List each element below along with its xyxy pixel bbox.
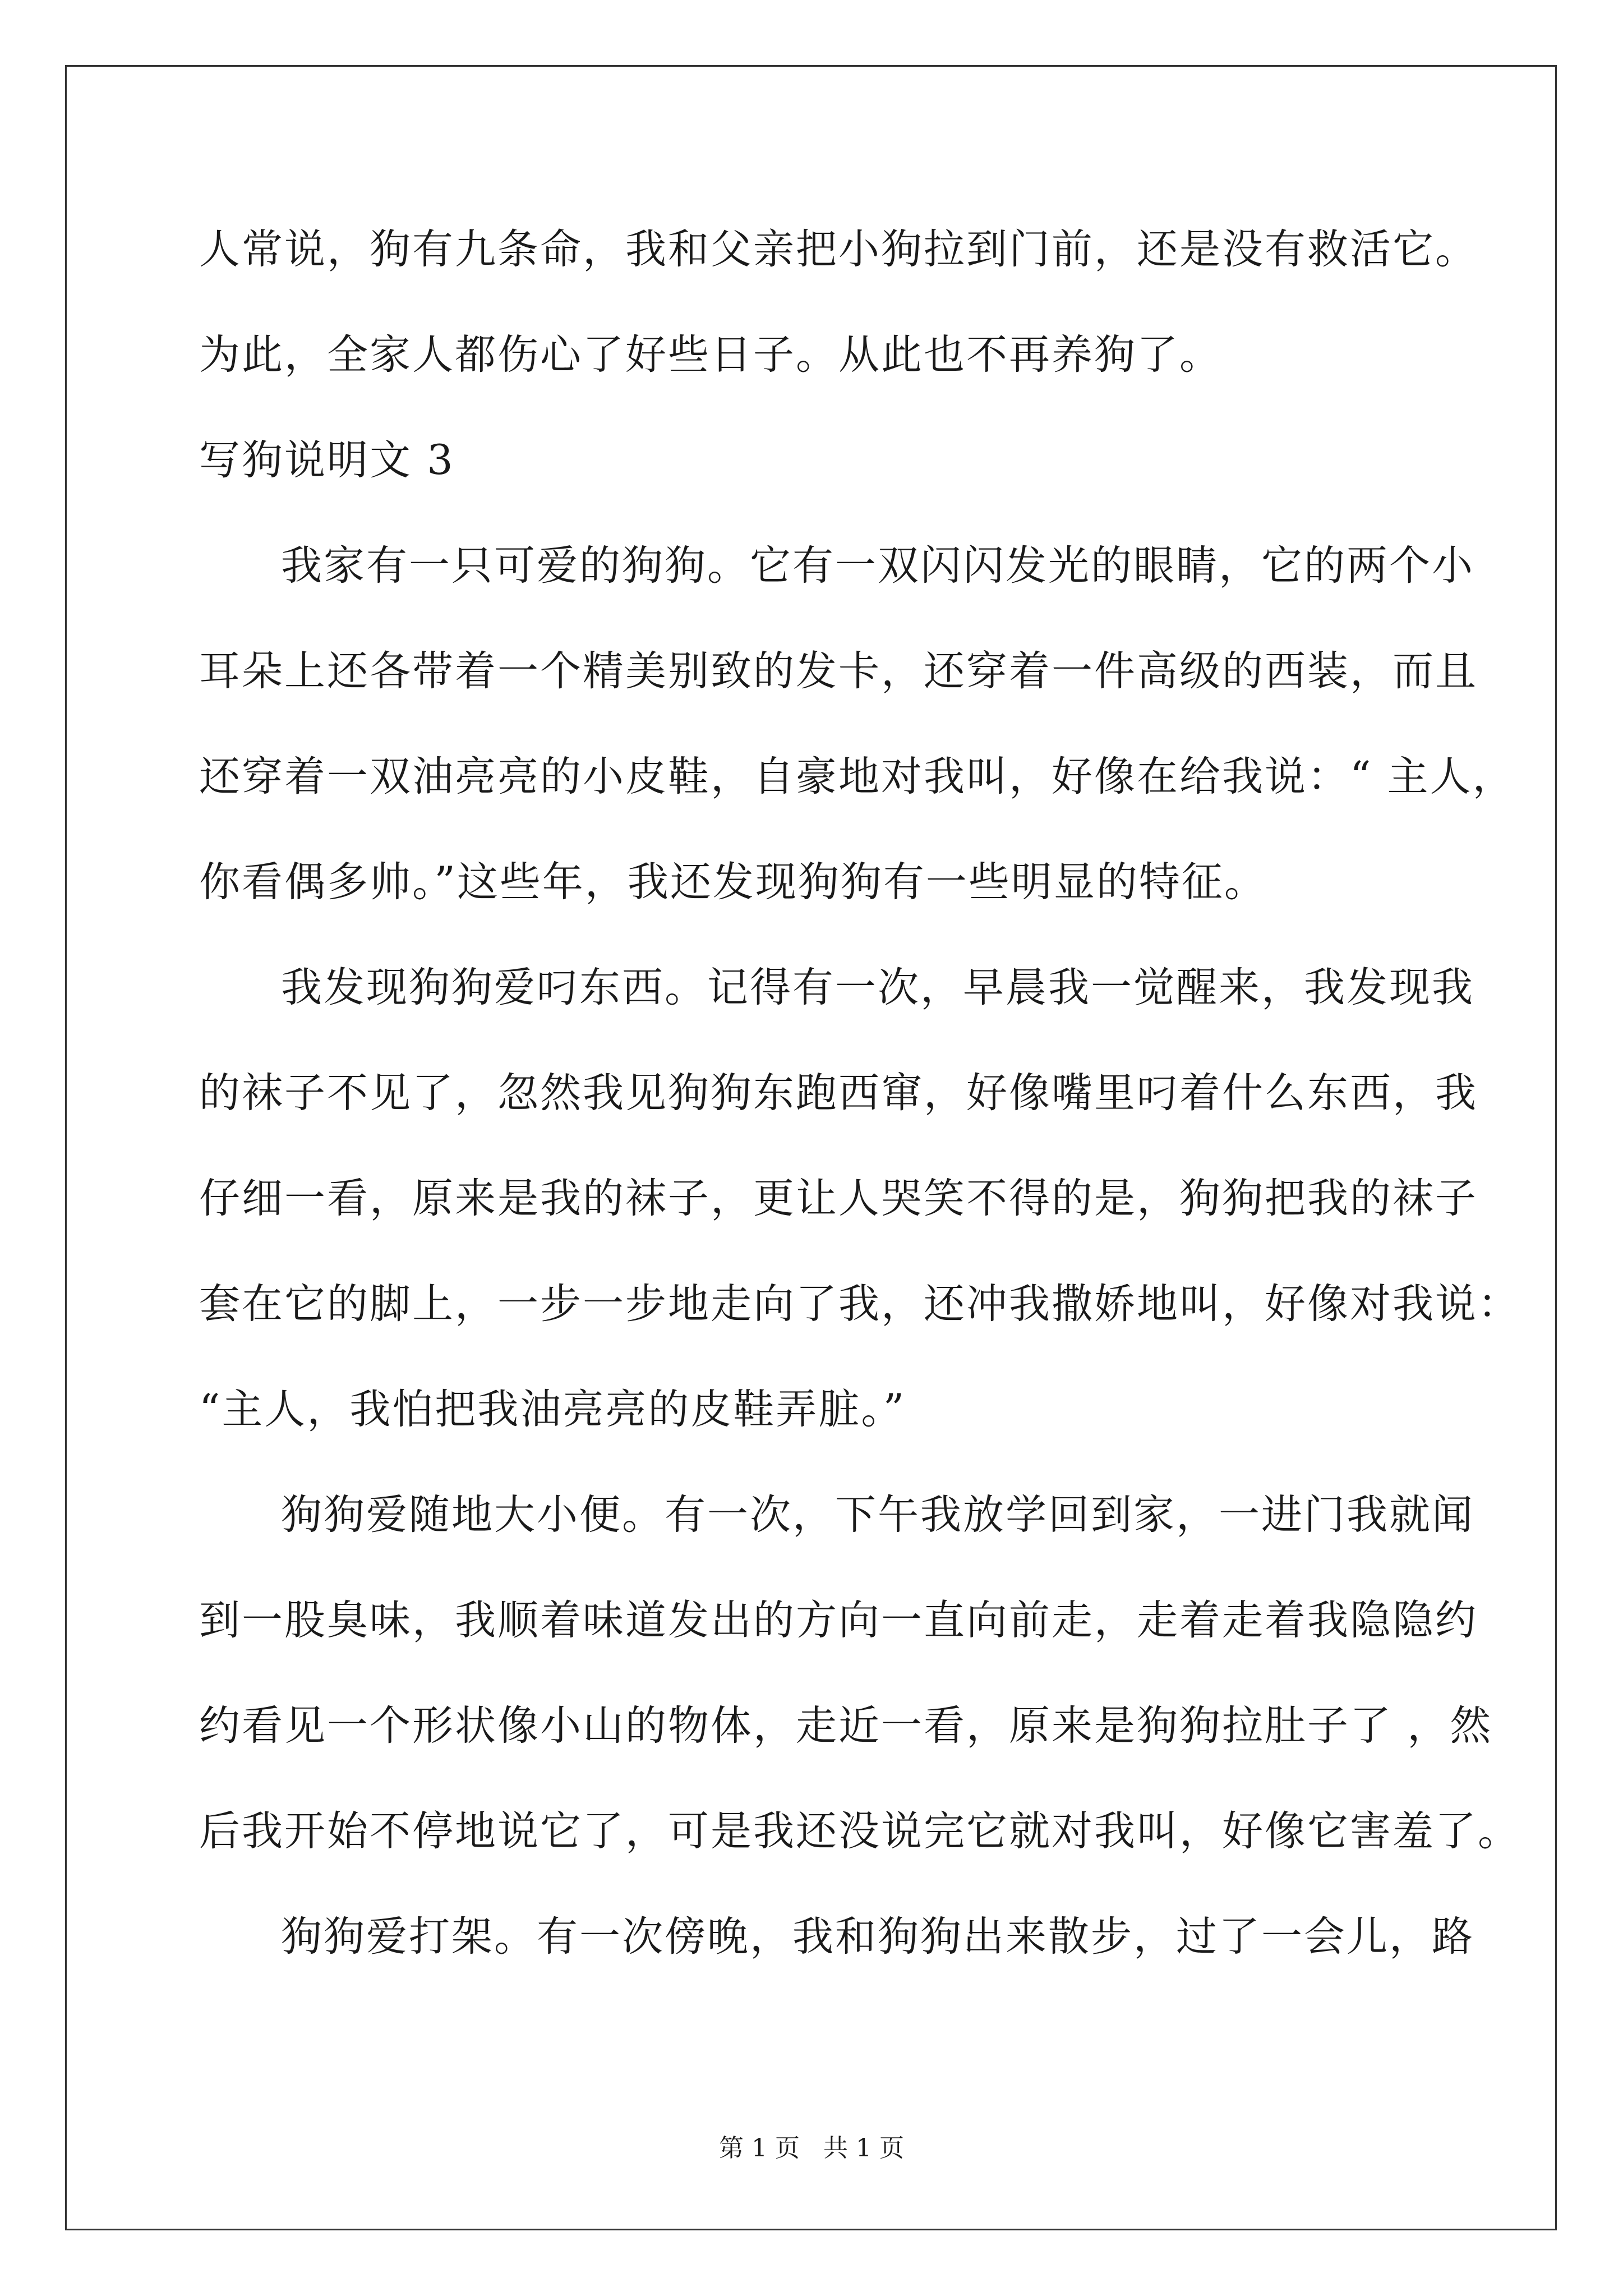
paragraph-start-line: 狗狗爱打架。有一次傍晚，我和狗狗出来散步，过了一会儿，路 [281,1913,1474,1961]
text-line: 你看偶多帅。”这些年，我还发现狗狗有一些明显的特征。 [199,858,1267,906]
page-total: 共 1 页 [823,2134,904,2162]
paragraph-start-line: 我发现狗狗爱叼东西。记得有一次，早晨我一觉醒来，我发现我 [281,964,1474,1011]
text-line: 为此，全家人都伤心了好些日子。从此也不再养狗了。 [199,331,1222,379]
page-number: 第 1 页 [719,2134,800,2162]
text-line: 人常说，狗有九条命，我和父亲把小狗拉到门前，还是没有救活它。 [199,226,1478,273]
text-line: “主人，我怕把我油亮亮的皮鞋弄脏。” [199,1386,906,1433]
text-line: 仔细一看，原来是我的袜子，更让人哭笑不得的是，狗狗把我的袜子 [199,1175,1478,1222]
paragraph-start-line: 我家有一只可爱的狗狗。它有一双闪闪发光的眼睛，它的两个小 [281,542,1474,590]
text-line: 还穿着一双油亮亮的小皮鞋，自豪地对我叫，好像在给我说：“ 主人， [199,753,1515,800]
text-line: 约看见一个形状像小山的物体，走近一看，原来是狗狗拉肚子了 ，然 [199,1702,1493,1750]
text-line: 的袜子不见了，忽然我见狗狗东跑西窜，好像嘴里叼着什么东西，我 [199,1069,1478,1117]
text-line: 套在它的脚上，一步一步地走向了我，还冲我撒娇地叫，好像对我说： [199,1280,1520,1328]
text-line: 到一股臭味，我顺着味道发出的方向一直向前走，走着走着我隐隐约 [199,1596,1478,1644]
page-footer [0,2132,1623,2165]
text-line: 后我开始不停地说它了，可是我还没说完它就对我叫，好像它害羞了。 [199,1807,1520,1855]
paragraph-start-line: 狗狗爱随地大小便。有一次，下午我放学回到家，一进门我就闻 [281,1491,1474,1539]
text-line: 耳朵上还各带着一个精美别致的发卡，还穿着一件高级的西装，而且 [199,647,1478,695]
section-heading: 写狗说明文 3 [199,436,455,484]
